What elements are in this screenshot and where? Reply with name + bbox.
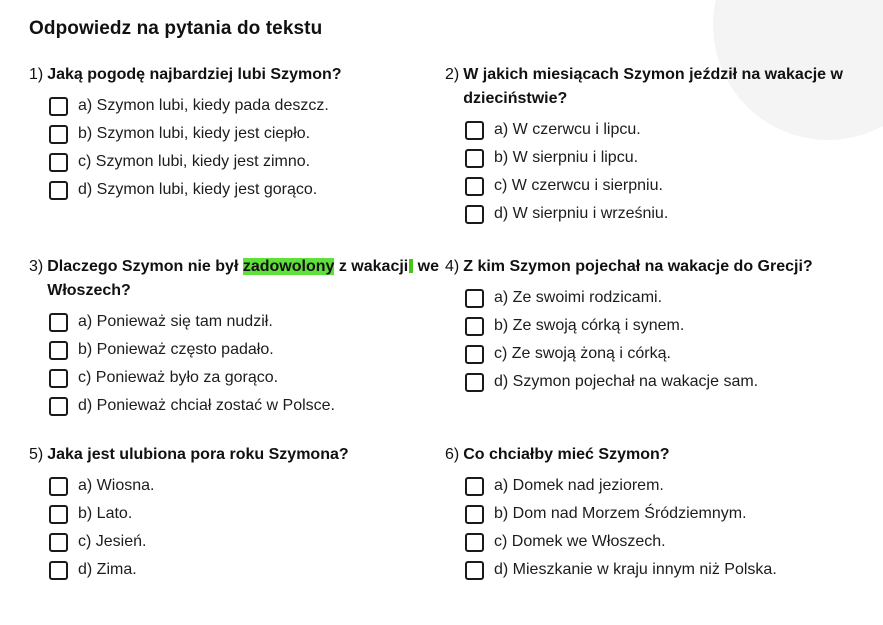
question-header: [29, 443, 449, 467]
highlighted-word: zadowolony: [242, 258, 335, 275]
checkbox[interactable]: [49, 125, 68, 144]
option-label: b) Ponieważ często padało.: [78, 341, 274, 358]
question-6: [445, 443, 865, 584]
question-5: [29, 443, 449, 584]
option-label: d) W sierpniu i wrześniu.: [494, 205, 669, 222]
question-number: 3): [29, 258, 44, 275]
checkbox[interactable]: [49, 533, 68, 552]
checkbox[interactable]: [465, 289, 484, 308]
question-text-middle: z wakacji: [334, 258, 409, 275]
checkbox[interactable]: [465, 533, 484, 552]
answer-options: [29, 92, 449, 204]
option-label: c) W czerwcu i sierpniu.: [494, 177, 663, 194]
answer-options: [445, 284, 865, 396]
checkbox[interactable]: [465, 317, 484, 336]
question-header: [29, 255, 449, 303]
answer-option-b[interactable]: [445, 144, 865, 172]
question-header: [445, 443, 865, 467]
option-label: a) Ponieważ się tam nudził.: [78, 313, 273, 330]
question-header: [445, 255, 865, 279]
checkbox[interactable]: [465, 561, 484, 580]
option-label: c) Jesień.: [78, 533, 147, 550]
option-label: c) Domek we Włoszech.: [494, 533, 666, 550]
answer-option-b[interactable]: [445, 500, 865, 528]
option-label: a) Wiosna.: [78, 477, 155, 494]
option-label: b) Dom nad Morzem Śródziemnym.: [494, 505, 747, 522]
question-3: [29, 255, 449, 420]
answer-option-b[interactable]: [29, 120, 449, 148]
checkbox[interactable]: [49, 369, 68, 388]
answer-option-c[interactable]: [29, 528, 449, 556]
option-label: d) Szymon pojechał na wakacje sam.: [494, 373, 759, 390]
checkbox[interactable]: [465, 345, 484, 364]
answer-option-d[interactable]: [29, 176, 449, 204]
checkbox[interactable]: [465, 505, 484, 524]
checkbox[interactable]: [49, 153, 68, 172]
option-label: b) Ze swoją córką i synem.: [494, 317, 685, 334]
answer-option-d[interactable]: [445, 368, 865, 396]
question-text: Jaką pogodę najbardziej lubi Szymon?: [47, 66, 342, 83]
question-header: [29, 63, 449, 87]
option-label: a) Ze swoimi rodzicami.: [494, 289, 663, 306]
question-number: 6): [445, 446, 460, 463]
option-label: a) W czerwcu i lipcu.: [494, 121, 641, 138]
checkbox[interactable]: [465, 121, 484, 140]
option-label: d) Szymon lubi, kiedy jest gorąco.: [78, 181, 318, 198]
checkbox[interactable]: [49, 97, 68, 116]
answer-option-a[interactable]: [29, 472, 449, 500]
question-number: 1): [29, 66, 44, 83]
question-text-start: Dlaczego Szymon nie był: [47, 258, 243, 275]
answer-option-b[interactable]: [29, 500, 449, 528]
answer-option-c[interactable]: [445, 172, 865, 200]
answer-option-a[interactable]: [445, 472, 865, 500]
question-header: [445, 63, 865, 111]
answer-option-a[interactable]: [29, 92, 449, 120]
option-label: c) Szymon lubi, kiedy jest zimno.: [78, 153, 311, 170]
option-label: a) Domek nad jeziorem.: [494, 477, 664, 494]
checkbox[interactable]: [49, 397, 68, 416]
answer-option-c[interactable]: [29, 148, 449, 176]
answer-option-a[interactable]: [445, 116, 865, 144]
answer-options: [29, 308, 449, 420]
checkbox[interactable]: [49, 313, 68, 332]
checkbox[interactable]: [465, 373, 484, 392]
checkbox[interactable]: [49, 505, 68, 524]
option-label: d) Mieszkanie w kraju innym niż Polska.: [494, 561, 777, 578]
answer-option-d[interactable]: [29, 392, 449, 420]
question-2: [445, 63, 865, 228]
question-number: 2): [445, 66, 460, 83]
answer-option-c[interactable]: [445, 340, 865, 368]
checkbox[interactable]: [49, 477, 68, 496]
checkbox[interactable]: [465, 477, 484, 496]
checkbox[interactable]: [465, 149, 484, 168]
answer-options: [445, 116, 865, 228]
answer-options: [29, 472, 449, 584]
question-text: Jaka jest ulubiona pora roku Szymona?: [47, 446, 349, 463]
answer-option-b[interactable]: [29, 336, 449, 364]
question-number: 4): [445, 258, 460, 275]
checkbox[interactable]: [465, 177, 484, 196]
question-1: [29, 63, 449, 204]
answer-option-c[interactable]: [445, 528, 865, 556]
question-text: [47, 255, 449, 303]
page-title: Odpowiedz na pytania do tekstu: [29, 18, 323, 39]
checkbox[interactable]: [49, 181, 68, 200]
option-label: c) Ze swoją żoną i córką.: [494, 345, 671, 362]
option-label: b) Szymon lubi, kiedy jest ciepło.: [78, 125, 311, 142]
question-number: 5): [29, 446, 44, 463]
option-label: a) Szymon lubi, kiedy pada deszcz.: [78, 97, 329, 114]
question-text: Co chciałby mieć Szymon?: [463, 446, 670, 463]
answer-options: [445, 472, 865, 584]
option-label: c) Ponieważ było za gorąco.: [78, 369, 279, 386]
answer-option-d[interactable]: [445, 200, 865, 228]
answer-option-b[interactable]: [445, 312, 865, 340]
question-text-end: we Włoszech?: [47, 258, 440, 299]
question-text: W jakich miesiącach Szymon jeździł na wakacje w dzieciństwie?: [463, 66, 843, 107]
answer-option-a[interactable]: [29, 308, 449, 336]
question-text: Z kim Szymon pojechał na wakacje do Grecji?: [463, 258, 813, 275]
answer-option-d[interactable]: [445, 556, 865, 584]
checkbox[interactable]: [49, 341, 68, 360]
option-label: b) Lato.: [78, 505, 133, 522]
option-label: b) W sierpniu i lipcu.: [494, 149, 639, 166]
checkbox[interactable]: [49, 561, 68, 580]
option-label: d) Ponieważ chciał zostać w Polsce.: [78, 397, 335, 414]
option-label: d) Zima.: [78, 561, 137, 578]
checkbox[interactable]: [465, 205, 484, 224]
question-4: [445, 255, 865, 396]
answer-option-c[interactable]: [29, 364, 449, 392]
answer-option-d[interactable]: [29, 556, 449, 584]
answer-option-a[interactable]: [445, 284, 865, 312]
